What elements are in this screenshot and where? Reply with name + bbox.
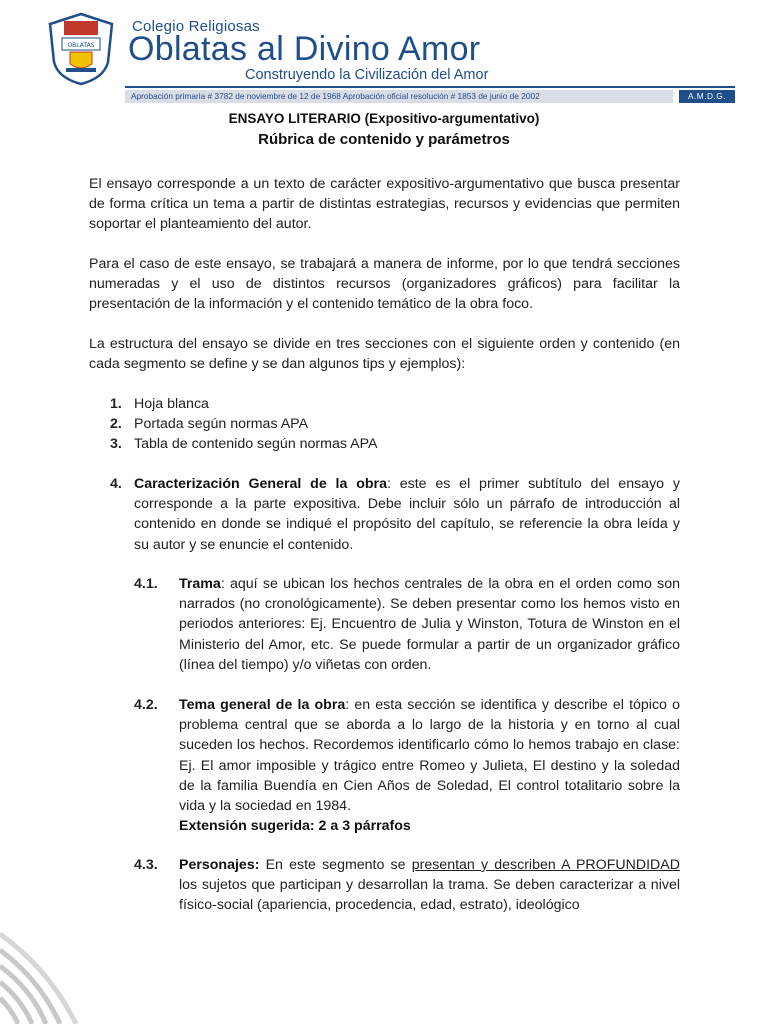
school-name: Oblatas al Divino Amor xyxy=(128,30,481,68)
subsection-heading: Trama xyxy=(179,576,221,592)
document-title: ENSAYO LITERARIO (Expositivo-argumentativo) xyxy=(228,111,540,126)
list-item xyxy=(110,414,377,434)
intro-paragraph-2: Para el caso de este ensayo, se trabajará a manera de informe, por lo que tendrá secciones numeradas y el uso de distintos recursos (organizadores gráficos) para facilitar la presentación de la información y el contenido temático de la obra foco. xyxy=(89,256,680,313)
subsection-text: : aquí se ubican los hechos centrales de la obra en el orden como son narrados (no cronológicamente). Se deben presentar como los hemos visto en periodos anteriores: Ej. Encuentro de Julia y Winston, Totura de Winston en el Ministerio del Amor, etc. Se puede formular a partir de un organizador gráfico (línea del tiempo) y/o viñetas con orden. xyxy=(179,576,680,673)
list-item-text: Portada según normas APA xyxy=(134,416,309,433)
crest-label: OBLATAS xyxy=(67,42,95,49)
list-item-text: Tabla de contenido según normas APA xyxy=(134,436,378,453)
section-4 xyxy=(110,474,680,555)
subsection-text-pre: En este segmento se xyxy=(259,857,412,873)
list-item-number: 1. xyxy=(110,396,122,412)
list-item-text: Hoja blanca xyxy=(134,396,209,412)
subsection-4-2 xyxy=(134,695,680,836)
document-subtitle: Rúbrica de contenido y parámetros xyxy=(258,131,510,148)
extension-note: Extensión sugerida: 2 a 3 párrafos xyxy=(179,818,411,835)
school-name-small: Colegio Religiosas xyxy=(132,18,260,35)
subsection-text: los sujetos que participan y desarrollan la trama. Se deben caracterizar a nivel físico-social (apariencia, procedencia, edad, estrato), ideológico xyxy=(179,877,680,914)
section-number: 4. xyxy=(110,476,122,492)
subsection-number: 4.2. xyxy=(134,697,158,713)
section-text: : este es el primer subtítulo del ensayo y corresponde a la parte expositiva. Debe incluir sólo un párrafo de introducción al contenido en donde se indiqué el propósito del capítulo, se referencie la obra leída y su autor y se enuncie el contenido. xyxy=(134,476,680,553)
header-divider xyxy=(125,86,735,88)
school-crest-logo xyxy=(46,12,116,86)
amdg-badge: A.M.D.G. xyxy=(679,90,735,103)
structure-list xyxy=(110,394,377,455)
list-item xyxy=(110,394,377,414)
underlined-emphasis: presentan y describen A PROFUNDIDAD xyxy=(411,857,680,873)
subsection-number: 4.1. xyxy=(134,576,158,592)
subsection-heading: Personajes: xyxy=(179,857,260,873)
subsection-text: : en esta sección se identifica y describe el tópico o problema central que se aborda a lo largo de la historia y en torno al cual suceden los hechos. Recordemos identificarlo cómo lo hemos trabajo en clase: Ej. El amor imposible y trágico entre Romeo y Julieta, El destino y la soledad de la familia Buendía en Cien Años de Soledad, El control totalitario sobre la vida y la sociedad en 1984. xyxy=(179,697,680,815)
decorative-corner-stripes xyxy=(0,930,110,1024)
approval-bar: Aprobación primaria # 3782 de noviembre de 12 de 1968 Aprobación oficial resolución # 1853 de junio de 2002 xyxy=(125,90,673,103)
section-heading: Caracterización General de la obra xyxy=(134,476,387,492)
list-item xyxy=(110,434,377,454)
list-item-number: 2. xyxy=(110,416,122,433)
intro-paragraph-1: El ensayo corresponde a un texto de carácter expositivo-argumentativo que busca presentar de forma crítica un tema a partir de distintas estrategias, recursos y evidencias que permiten soportar el planteamiento del autor. xyxy=(89,176,680,233)
school-motto: Construyendo la Civilización del Amor xyxy=(245,67,489,83)
intro-paragraph-3: La estructura del ensayo se divide en tres secciones con el siguiente orden y contenido (en cada segmento se define y se dan algunos tips y ejemplos): xyxy=(89,336,680,373)
subsection-4-3 xyxy=(134,855,680,916)
list-item-number: 3. xyxy=(110,436,122,453)
subsection-heading: Tema general de la obra xyxy=(179,697,346,713)
subsection-4-1 xyxy=(134,574,680,675)
subsection-number: 4.3. xyxy=(134,857,158,873)
